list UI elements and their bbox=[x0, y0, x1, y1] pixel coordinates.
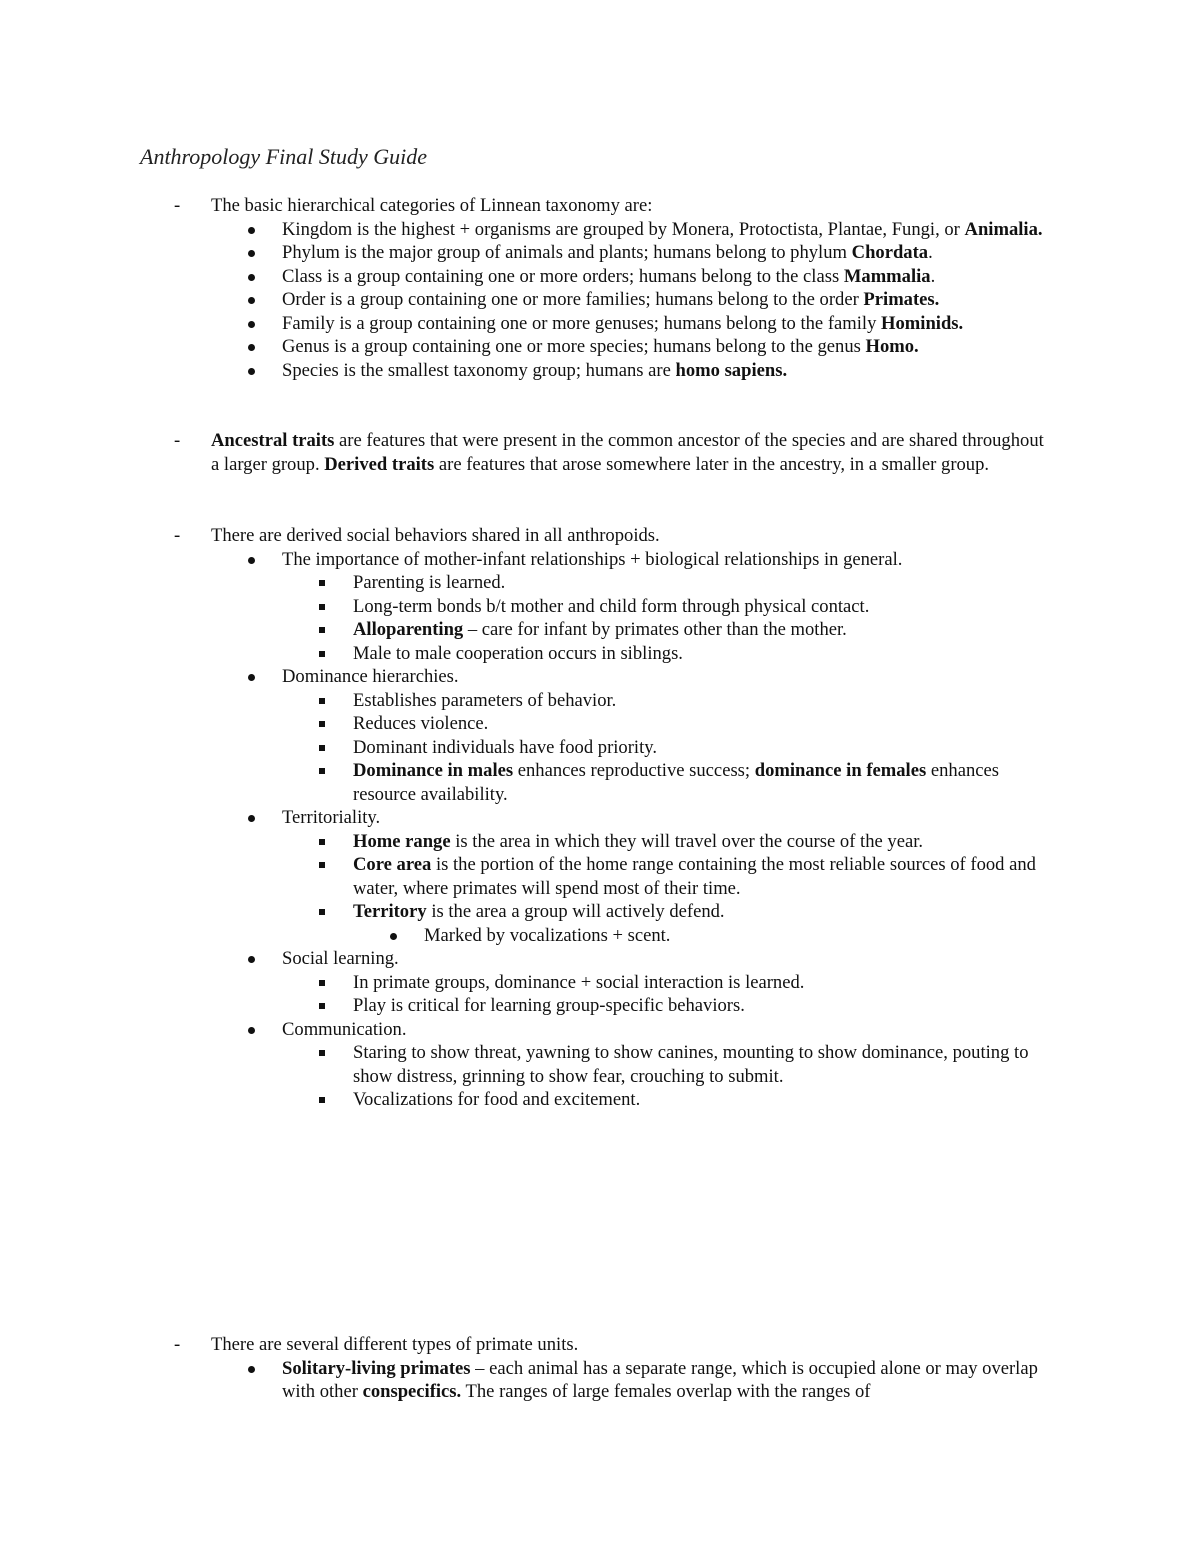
item-text: Kingdom is the highest + organisms are grouped by Monera, Protoctista, Plantae, Fungi, or bbox=[282, 218, 965, 240]
dash-marker: - bbox=[174, 1334, 181, 1355]
square-bullet-item bbox=[0, 994, 1200, 1018]
square-bullet-item bbox=[0, 689, 1200, 713]
square-bullet-item bbox=[0, 595, 1200, 619]
dash-item bbox=[0, 1333, 1200, 1357]
item-text: The ranges of large females overlap with the ranges of bbox=[461, 1381, 871, 1402]
item-text: is the area a group will actively defend. bbox=[426, 901, 725, 922]
dash-item bbox=[0, 524, 1200, 548]
bullet-marker bbox=[248, 1027, 255, 1034]
item-text: Marked by vocalizations + scent. bbox=[424, 924, 671, 946]
square-bullet-marker bbox=[319, 580, 325, 586]
bold-term: Core area bbox=[353, 854, 432, 875]
item-text: Order is a group containing one or more families; humans belong to the order bbox=[282, 289, 864, 310]
item-text: Species is the smallest taxonomy group; humans are bbox=[282, 359, 676, 381]
item-text: Play is critical for learning group-specific behaviors. bbox=[353, 995, 745, 1016]
square-bullet-marker bbox=[319, 1050, 325, 1056]
bold-term: Solitary-living primates bbox=[282, 1357, 471, 1379]
bullet-item bbox=[0, 665, 1200, 689]
square-bullet-marker bbox=[319, 604, 325, 610]
item-text: Genus is a group containing one or more species; humans belong to the genus bbox=[282, 336, 866, 357]
bullet-item bbox=[0, 947, 1200, 971]
item-text: Territoriality. bbox=[282, 807, 381, 828]
bold-term: Home range bbox=[353, 830, 451, 852]
item-text: Class is a group containing one or more orders; humans belong to the class bbox=[282, 265, 844, 287]
item-text: Vocalizations for food and excitement. bbox=[353, 1089, 641, 1110]
item-text: Family is a group containing one or more genuses; humans belong to the family bbox=[282, 312, 882, 334]
square-bullet-marker bbox=[319, 862, 325, 868]
square-bullet-marker bbox=[319, 980, 325, 986]
square-bullet-item bbox=[0, 1041, 1200, 1088]
bullet-item bbox=[0, 1357, 1200, 1404]
item-text: Long-term bonds b/t mother and child form through physical contact. bbox=[353, 595, 870, 617]
square-bullet-item bbox=[0, 712, 1200, 736]
bullet-item bbox=[0, 218, 1200, 242]
square-bullet-marker bbox=[319, 768, 325, 774]
square-bullet-marker bbox=[319, 721, 325, 727]
item-text: Dominant individuals have food priority. bbox=[353, 736, 657, 758]
bullet-item bbox=[0, 548, 1200, 572]
bold-term: Homo. bbox=[865, 336, 919, 357]
bold-term: Alloparenting bbox=[353, 619, 464, 640]
bold-term: Derived traits bbox=[324, 453, 435, 475]
square-bullet-marker bbox=[319, 909, 325, 915]
round-bullet-marker bbox=[390, 933, 397, 940]
dash-item bbox=[0, 429, 1200, 476]
section-social-behaviors bbox=[0, 524, 1200, 1112]
dash-marker: - bbox=[174, 195, 181, 216]
square-bullet-item bbox=[0, 1088, 1200, 1112]
item-text: The basic hierarchical categories of Linnean taxonomy are: bbox=[211, 195, 653, 216]
bold-term: homo sapiens. bbox=[675, 359, 788, 381]
square-bullet-marker bbox=[319, 1003, 325, 1009]
item-text: – care for infant by primates other than the mother. bbox=[463, 619, 847, 640]
bullet-item bbox=[0, 359, 1200, 383]
square-bullet-marker bbox=[319, 1097, 325, 1103]
item-text: Staring to show threat, yawning to show canines, mounting to show dominance, pouting to show distress, grinning to show fear, crouching to submit. bbox=[353, 1042, 1029, 1087]
square-bullet-item bbox=[0, 571, 1200, 595]
bullet-item bbox=[0, 312, 1200, 336]
item-text: enhances resource availability. bbox=[353, 760, 999, 805]
dash-marker: - bbox=[174, 525, 181, 546]
section-primate-units bbox=[0, 1333, 1200, 1404]
square-bullet-marker bbox=[319, 839, 325, 845]
bold-term: Dominance in males bbox=[353, 760, 514, 781]
bullet-marker bbox=[248, 274, 255, 281]
bullet-item bbox=[0, 806, 1200, 830]
bullet-item bbox=[0, 1018, 1200, 1042]
bullet-marker bbox=[248, 956, 255, 963]
sub-bullet-item bbox=[0, 924, 1200, 948]
section-taxonomy bbox=[0, 194, 1200, 382]
bullet-marker bbox=[248, 250, 255, 257]
bold-term: conspecifics. bbox=[362, 1381, 462, 1402]
item-text: The importance of mother-infant relationships + biological relationships in general. bbox=[282, 548, 903, 570]
item-text: Establishes parameters of behavior. bbox=[353, 689, 617, 711]
bullet-marker bbox=[248, 321, 255, 328]
square-bullet-item bbox=[0, 971, 1200, 995]
bullet-item bbox=[0, 241, 1200, 265]
section-traits bbox=[0, 429, 1200, 476]
square-bullet-item bbox=[0, 900, 1200, 924]
square-bullet-item bbox=[0, 853, 1200, 900]
bold-term: Primates. bbox=[863, 289, 940, 310]
bullet-item bbox=[0, 288, 1200, 312]
bold-term: Ancestral traits bbox=[211, 430, 335, 451]
square-bullet-marker bbox=[319, 651, 325, 657]
bullet-marker bbox=[248, 344, 255, 351]
dash-item bbox=[0, 194, 1200, 218]
dash-marker: - bbox=[174, 430, 181, 451]
item-text: are features that were present in the common ancestor of the species and are shared throughout a larger group. bbox=[211, 430, 1044, 475]
item-text: is the area in which they will travel over the course of the year. bbox=[450, 830, 924, 852]
bullet-item bbox=[0, 265, 1200, 289]
bullet-marker bbox=[248, 674, 255, 681]
bullet-marker bbox=[248, 815, 255, 822]
square-bullet-item bbox=[0, 736, 1200, 760]
square-bullet-item bbox=[0, 759, 1200, 806]
bullet-marker bbox=[248, 227, 255, 234]
item-text: There are derived social behaviors shared in all anthropoids. bbox=[211, 525, 660, 546]
item-text: is the portion of the home range containing the most reliable sources of food and water, where primates will spend most of their time. bbox=[353, 854, 1036, 899]
item-text: In primate groups, dominance + social interaction is learned. bbox=[353, 971, 805, 993]
bullet-marker bbox=[248, 557, 255, 564]
item-text: Social learning. bbox=[282, 948, 399, 969]
bullet-marker bbox=[248, 1366, 255, 1373]
square-bullet-item bbox=[0, 830, 1200, 854]
bold-term: Hominids. bbox=[881, 312, 964, 334]
bullet-item bbox=[0, 335, 1200, 359]
item-text: Reduces violence. bbox=[353, 713, 489, 734]
square-bullet-marker bbox=[319, 627, 325, 633]
item-text: – each animal has a separate range, which is occupied alone or may overlap with other bbox=[282, 1357, 1038, 1402]
bold-term: dominance in females bbox=[754, 760, 927, 781]
bullet-marker bbox=[248, 368, 255, 375]
document-title: Anthropology Final Study Guide bbox=[140, 144, 427, 169]
square-bullet-marker bbox=[319, 745, 325, 751]
item-text: . bbox=[928, 242, 933, 263]
bold-term: Chordata bbox=[851, 242, 929, 263]
bold-term: Animalia. bbox=[964, 218, 1043, 240]
square-bullet-item bbox=[0, 618, 1200, 642]
item-text: Phylum is the major group of animals and plants; humans belong to phylum bbox=[282, 242, 852, 263]
item-text: Communication. bbox=[282, 1018, 407, 1040]
item-text: Parenting is learned. bbox=[353, 572, 506, 593]
item-text: . bbox=[930, 265, 936, 287]
bold-term: Territory bbox=[353, 901, 427, 922]
square-bullet-item bbox=[0, 642, 1200, 666]
bullet-marker bbox=[248, 297, 255, 304]
square-bullet-marker bbox=[319, 698, 325, 704]
bold-term: Mammalia bbox=[843, 265, 931, 287]
item-text: are features that arose somewhere later in the ancestry, in a smaller group. bbox=[434, 453, 990, 475]
item-text: Dominance hierarchies. bbox=[282, 666, 459, 687]
item-text: enhances reproductive success; bbox=[513, 760, 755, 781]
item-text: There are several different types of primate units. bbox=[211, 1334, 579, 1355]
item-text: Male to male cooperation occurs in siblings. bbox=[353, 642, 683, 664]
